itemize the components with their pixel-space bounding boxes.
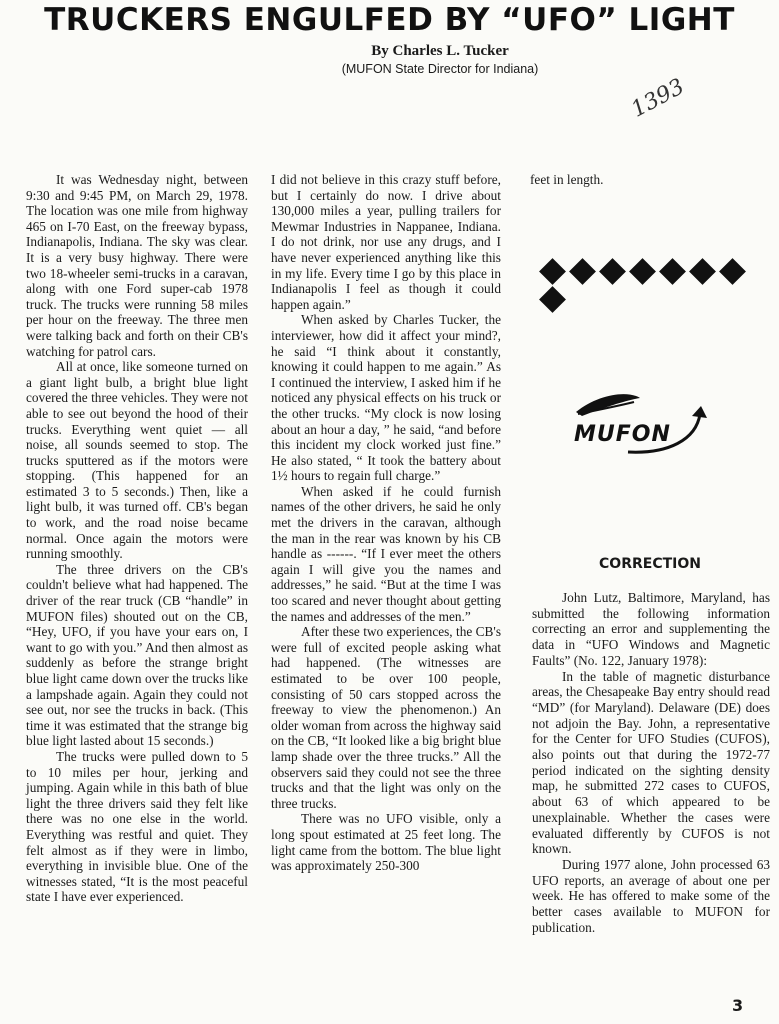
author-affiliation: (MUFON State Director for Indiana) xyxy=(341,62,539,76)
paragraph: feet in length. xyxy=(530,172,604,187)
correction-body xyxy=(532,590,770,935)
paragraph: After these two experiences, the CB's were full of excited people asking what had happened. (The witnesses are estimated to be over 100 people, consisting of 50 cars stopped across the freeway to view the phenomenon.) An older woman from across the highway said on the CB, “It looked like a big bright blue lamp shade over the three trucks.” All the observers said they could not see the three trucks and that the light was only on the three trucks. xyxy=(271,624,501,811)
paragraph: When asked if he could furnish names of the other drivers, he said he only met the drivers in the caravan, although the man in the rear was known by his CB handle as ------. “If I ever meet the others again I will give you the names and addresses,” he said. “But at the time I was too scared and never thought about getting the names and addresses of the men.” xyxy=(271,483,501,624)
paragraph: It was Wednesday night, between 9:30 and 9:45 PM, on March 29, 1978. The location was one mile from highway 465 on I-70 East, on the freeway bypass, Indianapolis, Indiana. The sky was clear. It is a very busy highway. There were two 18-wheeler semi-trucks in a caravan, along with one Ford super-cab 1978 truck. The trucks were running 58 miles per hour on the freeway. The three men were talking back and forth on their CB's watching for patrol cars. xyxy=(26,172,248,359)
paragraph: John Lutz, Baltimore, Maryland, has submitted the following information correcting an error and supplementing the data in “UFO Windows and Magnetic Faults” (No. 122, January 1978): xyxy=(532,590,770,668)
handwritten-note: 1393 xyxy=(627,74,689,123)
paragraph: The trucks were pulled down to 5 to 10 miles per hour, jerking and jumping. Again while in this bath of blue light the three drivers said they felt like there was no one else in the world. Everything was restful and quiet. They felt almost as if they were in limbo, everything in invisible blue. One of the witnesses stated, “It is the most peaceful state I have ever experienced. xyxy=(26,748,248,905)
logo-text: MUFON xyxy=(574,422,671,447)
page-number: 3 xyxy=(732,996,744,1015)
correction-title: CORRECTION xyxy=(599,556,701,572)
paragraph: There was no UFO visible, only a long spout estimated at 25 feet long. The light came from the bottom. The blue light was approximately 250-300 xyxy=(271,811,501,874)
paragraph: I did not believe in this crazy stuff before, but I certainly do now. I drive about 130,000 miles a year, pulling trailers for Mewmar Industries in Nappanee, Indiana. I do not drink, nor use any drugs, and I have never experienced anything like this in my life. Every time I go by this place in Indianapolis I feel as though it could happen again.” xyxy=(271,172,501,312)
byline: By Charles L. Tucker xyxy=(371,43,509,59)
paragraph: The three drivers on the CB's couldn't believe what had happened. The driver of the rear truck (CB “handle” in MUFON files) shouted out on the CB, “Hey, UFO, if you have your ears on, I want to go with you.” And then almost as suddenly as before the strange bright blue light came down over the trucks like a lampshade again. Again they could not see out, nor see the trucks in back. (This time it was estimated that the strange big blue light lasted about 15 seconds.) xyxy=(26,561,248,749)
article-column-2 xyxy=(271,172,501,874)
headline: TRUCKERS ENGULFED BY “UFO” LIGHT xyxy=(44,2,735,38)
paragraph: When asked by Charles Tucker, the interviewer, how did it affect your mind?, he said “I think about it constantly, knowing it could happen to me again.” As I continued the interview, I asked him if he noticed any physical effects on his truck or the other trucks. “My clock is now losing about an hour a day, ” he said, “and before this incident my clock worked just fine.” He also stated, “ It took the battery about 1½ hours to regain full charge.” xyxy=(271,312,501,484)
mufon-logo xyxy=(568,384,718,464)
article-column-1 xyxy=(26,172,248,905)
paragraph: During 1977 alone, John processed 63 UFO reports, an average of about one per week. He has offered to make some of the better cases available to MUFON for publication. xyxy=(532,856,770,935)
diamond-divider xyxy=(537,258,767,288)
paragraph: All at once, like someone turned on a giant light bulb, a bright blue light covered the three vehicles. They were not able to see out beyond the hood of their trucks. Everything went quiet — all noise, all sounds seemed to stop. The trucks sputtered as if the motors were stopping. (This happened for an estimated 3 to 5 seconds.) Then, like a light bulb, it was turned off. CB's began to work, and the road noise became normal. Once again the motors were running smoothly. xyxy=(26,359,248,562)
paragraph: In the table of magnetic disturbance areas, the Chesapeake Bay entry should read “MD” (for Maryland). Delaware (DE) does not adjoin the Bay. John, a representative for the Center for UFO Studies (CUFOS), also points out that during the 1972-77 period indicated on the sighting density map, he submitted 272 cases to CUFOS, about 63 of which appeared to be unexplainable. Whether the cases were evaluated differently by CUFOS is not known. xyxy=(532,668,770,857)
article-column-3 xyxy=(530,172,770,188)
